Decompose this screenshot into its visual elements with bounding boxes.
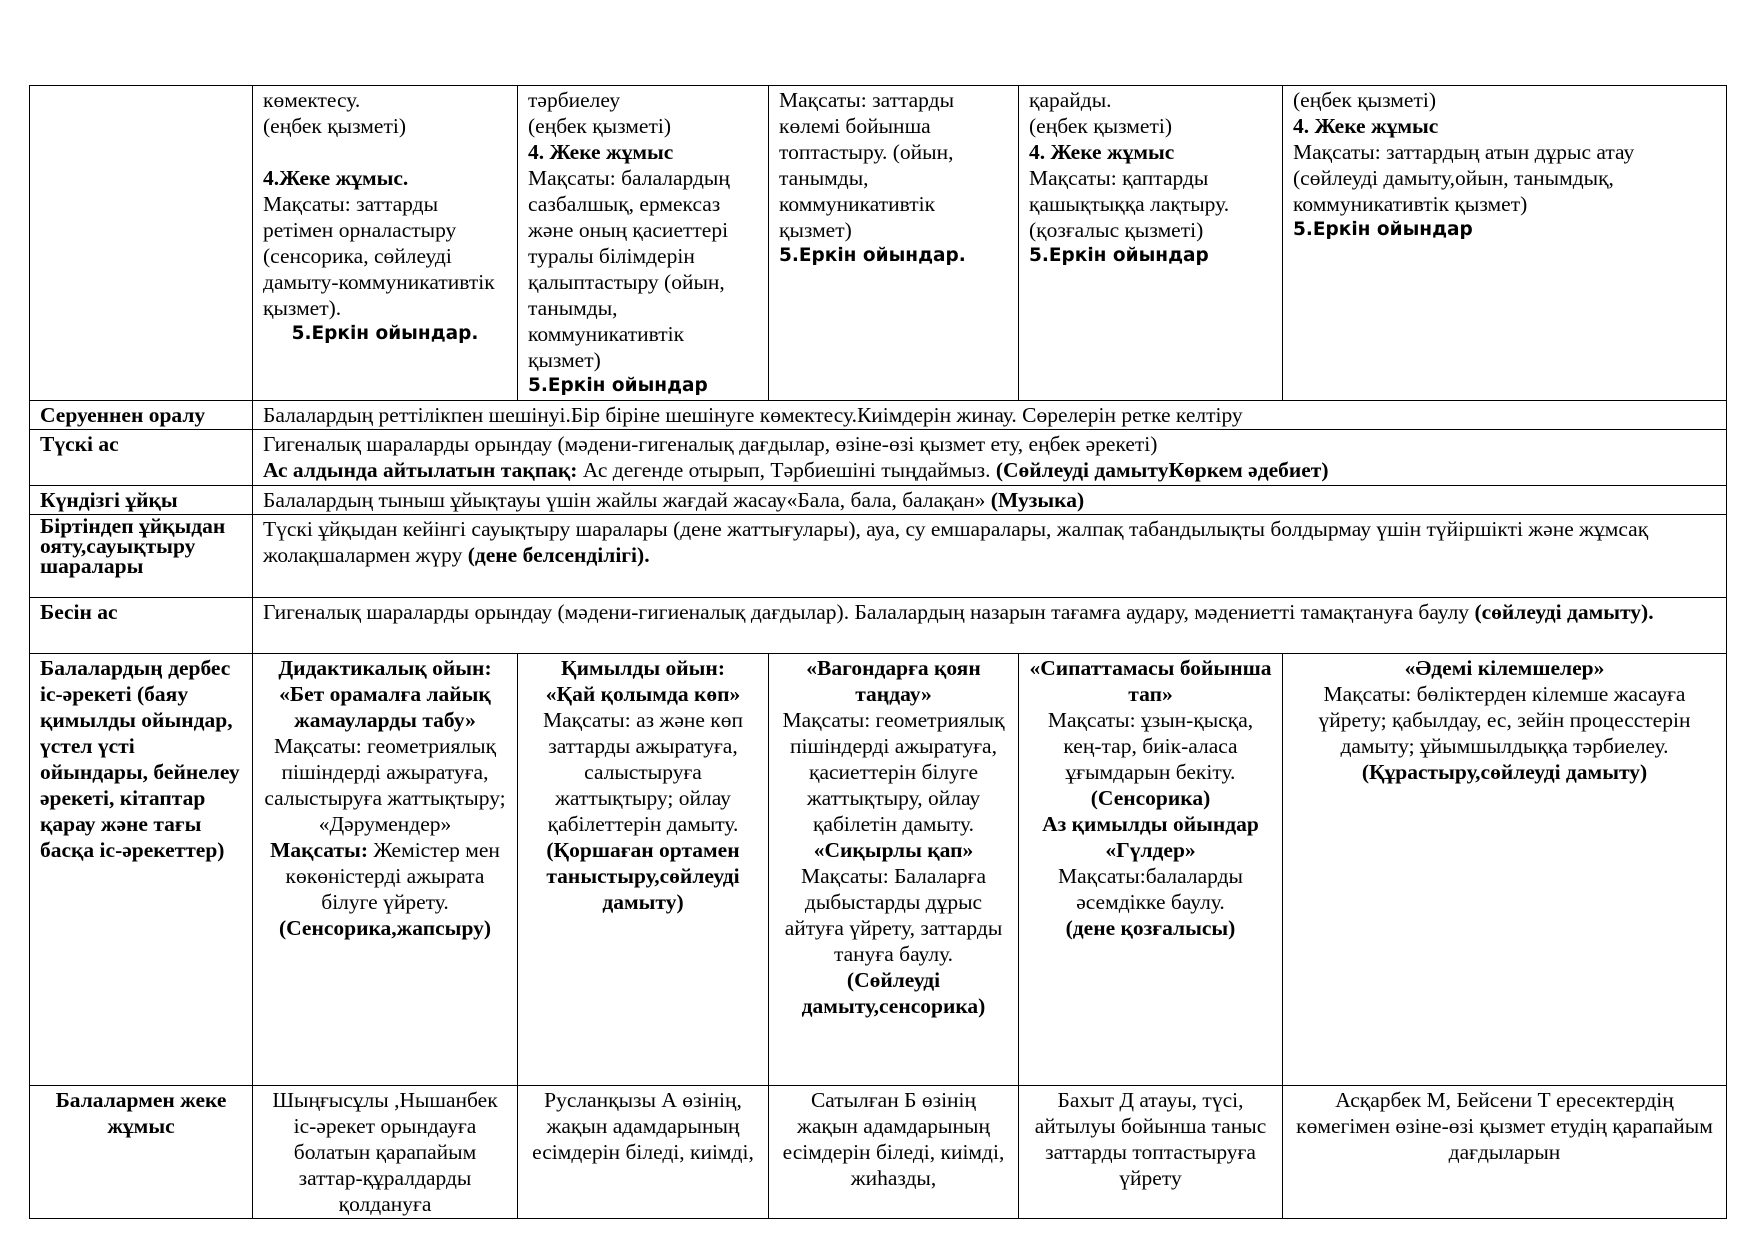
area-tag: (Сенсорика)	[1090, 786, 1211, 810]
row-individual-work	[30, 1086, 1727, 1219]
game-goal: Мақсаты: геометриялық пішіндерді ажыратуға, қасиеттерін білуге жаттықтыру, ойлау қабілетін дамыту.	[782, 708, 1005, 836]
row-day-nap	[30, 486, 1727, 515]
row-text-main: Балалардың тыныш ұйықтауы үшін жайлы жағдай жасау«Бала, бала, балақан»	[263, 488, 991, 512]
cell-mon	[253, 86, 518, 401]
row-text	[253, 430, 1727, 486]
cell-fri	[1283, 654, 1727, 1086]
row-return-from-walk	[30, 401, 1727, 430]
row-text-line	[263, 457, 1716, 483]
row-text	[253, 598, 1727, 654]
cell-fri: Асқарбек М, Бейсени Т ересектердің көмегімен өзіне-өзі қызмет етудің қарапайым дағдыларын	[1283, 1086, 1727, 1219]
cell-body: Мақсаты: заттардың атын дұрыс атау (сөйлеуді дамыту,ойын, танымдық, коммуникативтік қызмет)	[1293, 140, 1635, 216]
area-tag: (Қоршаған ортамен таныстыру,сөйлеуді дамыту)	[546, 838, 740, 914]
game-goal: Мақсаты: ұзын-қысқа, кең-тар, биік-аласа ұғымдарын бекіту.	[1047, 708, 1254, 784]
verse-text: Ас дегенде отырып, Тәрбиешіні тыңдаймыз.	[577, 458, 996, 482]
game-title: «Бет орамалға лайық жамауларды табу»	[279, 682, 491, 732]
cell-line: (еңбек қызметі)	[1029, 114, 1172, 138]
cell-mon: Шыңғысұлы ,Нышанбек іс-әрекет орындауға болатын қарапайым заттар-құралдарды қолдануға	[253, 1086, 518, 1219]
game-goal-line	[263, 837, 507, 915]
game-title: «Сипаттамасы бойынша тап»	[1029, 656, 1272, 706]
row-independent-activity	[30, 654, 1727, 1086]
area-tag: (дене белсенділігі).	[467, 543, 650, 567]
row-text-main: Түскі ұйқыдан кейінгі сауықтыру шаралары (дене жаттығулары), ауа, су емшаралары, жалпақ табандылықты болдырмау үшін түйіршікті және жұмсақ жолақшалармен жүру	[263, 517, 1649, 567]
cell-thu: Бахыт Д атауы, түсі, айтылуы бойынша таныс заттарды топтастыруға үйрету	[1019, 1086, 1283, 1219]
cell-mon	[253, 654, 518, 1086]
cell-wed: Сатылған Б өзінің жақын адамдарының есімдерін біледі, киімді, жиһазды,	[769, 1086, 1019, 1219]
game-goal: Мақсаты:балаларды әсемдікке баулу.	[1058, 864, 1243, 914]
game-title: «Вагондарға қоян таңдау»	[806, 656, 981, 706]
cell-tue	[518, 654, 769, 1086]
cell-heading: 4.Жеке жұмыс.	[263, 166, 409, 190]
row-afternoon-snack	[30, 598, 1727, 654]
row-label: Балалардың дербес іс-әрекеті (баяу қимылды ойындар, үстел үсті ойындары, бейнелеу әрекеті, кітаптар қарау және тағы басқа іс-әрекеттер)	[30, 654, 253, 1086]
plan-table	[29, 85, 1727, 1219]
game-goal: Мақсаты: аз және көп заттарды ажыратуға, салыстыруға жаттықтыру; ойлау қабілеттерін дамыту.	[542, 708, 744, 836]
cell-tail: 5.Еркін ойындар.	[291, 323, 479, 344]
row-label-empty	[30, 86, 253, 401]
cell-wed	[769, 654, 1019, 1086]
area-tag: (Сенсорика,жапсыру)	[278, 916, 492, 940]
row-label: Бесін ас	[30, 598, 253, 654]
cell-tue: Русланқызы А өзінің, жақын адамдарының есімдерін біледі, киімді,	[518, 1086, 769, 1219]
row-text: Балалардың реттілікпен шешінуі.Бір біріне шешінуге көмектесу.Киімдерін жинау. Сөрелерін ретке келтіру	[253, 401, 1727, 430]
area-tag: (Құрастыру,сөйлеуді дамыту)	[1361, 760, 1648, 784]
cell-tail: 5.Еркін ойындар	[1293, 219, 1473, 240]
cell-tail: 5.Еркін ойындар	[1029, 245, 1209, 266]
cell-fri	[1283, 86, 1727, 401]
row-label: Біртіндеп ұйқыдан ояту,сауықтыру шаралары	[30, 515, 253, 598]
cell-line: қарайды.	[1029, 88, 1112, 112]
area-tag: (Музыка)	[990, 488, 1085, 512]
row-text	[253, 515, 1727, 598]
cell-thu	[1019, 86, 1283, 401]
row-wake-up	[30, 515, 1727, 598]
cell-thu	[1019, 654, 1283, 1086]
row-work-continued	[30, 86, 1727, 401]
game-title: Аз қимылды ойындар «Гүлдер»	[1042, 812, 1259, 862]
cell-body: Мақсаты: заттарды көлемі бойынша топтастыру. (ойын, танымды, коммуникативтік қызмет)	[779, 88, 955, 242]
cell-heading: 4. Жеке жұмыс	[1293, 114, 1439, 138]
area-tag: (Сөйлеуді дамытуКөркем әдебиет)	[995, 458, 1329, 482]
row-label: Түскі ас	[30, 430, 253, 486]
area-tag: (дене қозғалысы)	[1065, 916, 1236, 940]
cell-tail: 5.Еркін ойындар	[528, 375, 708, 396]
cell-body: Мақсаты: қаптарды қашықтыққа лақтыру. (қозғалыс қызметі)	[1029, 166, 1230, 242]
cell-line: көмектесу.	[263, 88, 361, 112]
area-tag: (Сөйлеуді дамыту,сенсорика)	[801, 968, 986, 1018]
row-text-line: Гигеналық шараларды орындау (мәдени-гигеналық дағдылар, өзіне-өзі қызмет ету, еңбек әрекеті)	[263, 432, 1158, 456]
cell-line: (еңбек қызметі)	[1293, 88, 1436, 112]
row-text-main: Гигеналық шараларды орындау (мәдени-гигиеналық дағдылар). Балалардың назарын тағамға аудару, мәдениетті тамақтануға баулу	[263, 600, 1475, 624]
game-title: «Әдемі кілемшелер»	[1404, 656, 1605, 680]
cell-tail: 5.Еркін ойындар.	[779, 245, 966, 266]
cell-tue	[518, 86, 769, 401]
row-label: Серуеннен оралу	[30, 401, 253, 430]
game-goal: Мақсаты: бөліктерден кілемше жасауға үйрету; қабылдау, ес, зейін процесстерін дамыту; ұйымшылдыққа тәрбиелеу.	[1318, 682, 1691, 758]
cell-body: Мақсаты: заттарды ретімен орналастыру (сенсорика, сөйлеуді дамыту-коммуникативтік қызмет).	[263, 192, 495, 320]
game-goal: Мақсаты: геометриялық пішіндерді ажыратуға, салыстыруға жаттықтыру; «Дәрумендер»	[264, 734, 506, 836]
game-goal: Жемістер мен көкөністерді ажырата білуге үйрету.	[285, 838, 500, 914]
cell-line: (еңбек қызметі)	[263, 114, 406, 138]
cell-line: (еңбек қызметі)	[528, 114, 671, 138]
row-label: Балалармен жеке жұмыс	[30, 1086, 253, 1219]
goal-label: Мақсаты:	[270, 838, 368, 862]
row-label: Күндізгі ұйқы	[30, 486, 253, 515]
cell-line: тәрбиелеу	[528, 88, 621, 112]
cell-wed	[769, 86, 1019, 401]
game-title: «Қай қолымда көп»	[545, 682, 741, 706]
game-title: «Сиқырлы қап»	[813, 838, 974, 862]
game-goal: Мақсаты: Балаларға дыбыстарды дұрыс айтуға үйрету, заттарды тануға баулу.	[784, 864, 1003, 966]
cell-heading: 4. Жеке жұмыс	[1029, 140, 1175, 164]
game-type: Дидактикалық ойын:	[278, 656, 492, 680]
game-type: Қимылды ойын:	[561, 656, 725, 680]
cell-heading: 4. Жеке жұмыс	[528, 140, 674, 164]
verse-label: Ас алдында айтылатын тақпақ:	[263, 458, 578, 482]
row-lunch	[30, 430, 1727, 486]
row-text	[253, 486, 1727, 515]
blank-line	[263, 139, 507, 165]
area-tag: (сөйлеуді дамыту).	[1474, 600, 1654, 624]
cell-body: Мақсаты: балалардың сазбалшық, ермексаз және оның қасиеттері туралы білімдерін қалыптастыру (ойын, танымды, коммуникативтік қызмет)	[528, 166, 730, 372]
